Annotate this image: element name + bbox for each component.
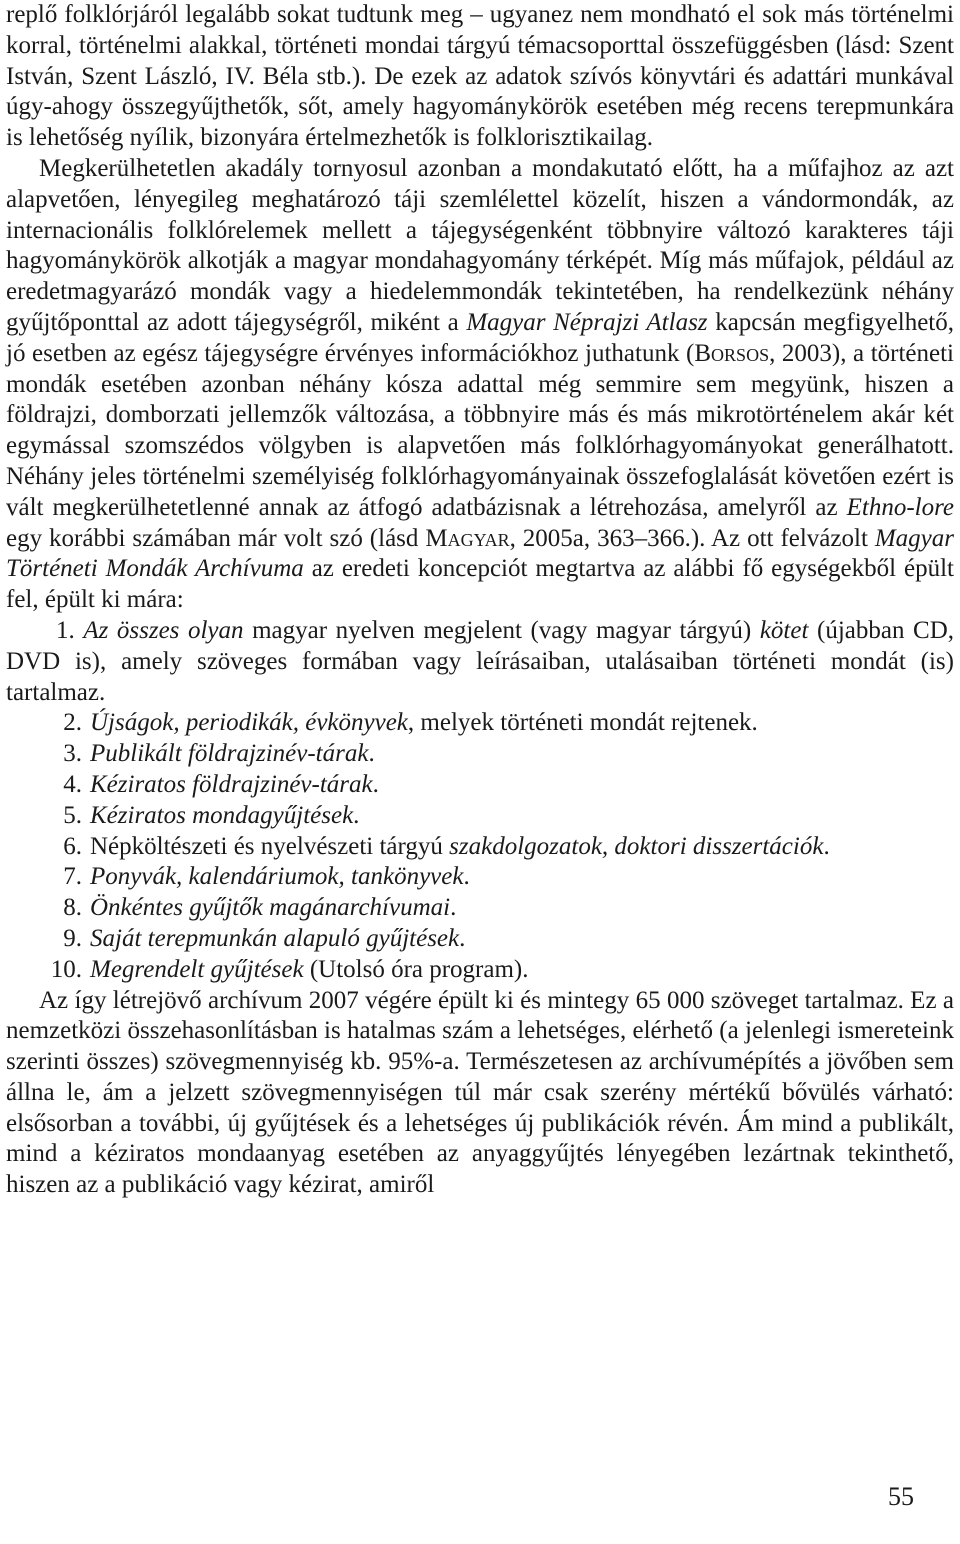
list-italic: Kéziratos földrajzinév-tárak — [90, 770, 373, 798]
list-number: 2. — [63, 709, 82, 737]
paragraph-3-text: Az így létrejövő archívum 2007 végére épült ki és mintegy 65 000 szöveget tartalmaz. Ez a nemzetközi összehasonlításban is hatalmas szám a lehetséges, elérhető (a jelenlegi ismereteink szerinti összes) szövegmennyiség kb. 95%-a. Természetesen az archívumépítés a jövőben sem állna le, ám a jelzett szövegmennyiségen túl már csak szerény mértékű bővülés várható: elsősorban a további, új gyűjtések és a lehetséges új publikációk révén. Ám mind a publikált, mind a kéziratos mondaanyag esetében az anyaggyűjtés lényegében lezártnak tekinthető, hiszen az a publikáció vagy kézirat, amiről — [6, 986, 954, 1199]
list-number: 5. — [63, 801, 82, 829]
list-number: 8. — [63, 894, 82, 922]
text-run: , 2003), a történeti mondák esetében azonban néhány kósza adattal még semmire sem megyünk, hiszen a földrajzi, domborzati jellemzők változása, a többnyire más és más mikrotörténelem akár két egymással szomszédos völgyben is alapvetően más folklórhagyományokat generálhatott. Néhány jeles történelmi személyiség folklórhagyományainak összefoglalását követően ezért is vált megkerülhetetlenné annak az átfogó adatbázisnak a létrehozása, amelyről az — [6, 339, 955, 521]
list-text: . — [450, 894, 457, 922]
author-borsos: Borsos — [694, 339, 770, 367]
list-text: (újabban CD, DVD is), amely szöveges formában vagy leírásaiban, utalásaiban történeti mondát (is) tartalmaz. — [6, 616, 955, 706]
list-number: 9. — [63, 924, 82, 952]
list-item — [6, 801, 954, 832]
paragraph-archivum — [6, 986, 954, 1202]
list-item — [6, 862, 954, 893]
list-item — [6, 739, 954, 770]
list-number: 6. — [63, 832, 82, 860]
page-number: 55 — [888, 1482, 914, 1511]
list-item — [6, 955, 954, 986]
paragraph-continuation — [6, 0, 954, 154]
list-italic: kötet — [759, 616, 809, 644]
list-number: 4. — [63, 770, 82, 798]
text-run: kapcsán megfigyelhető, jó esetben az egész tájegységre érvényes információkhoz juthatunk ( — [6, 308, 954, 367]
list-number: 3. — [63, 740, 82, 768]
list-text: magyar nyelven megjelent (vagy magyar tárgyú) — [243, 616, 760, 644]
italic-title-archivum: Magyar Történeti Mondák Archívuma — [6, 524, 954, 583]
list-italic: Az összes olyan — [83, 616, 244, 644]
list-item — [6, 893, 954, 924]
list-item — [6, 924, 954, 955]
list-italic: szakdolgozatok, doktori disszertációk — [449, 832, 824, 860]
list-number: 7. — [63, 863, 82, 891]
text-run: , 2005a, 363–366.). Az ott felvázolt — [509, 524, 875, 552]
paragraph-1-text: replő folklórjáról legalább sokat tudtunk meg – ugyanez nem mondható el sok más történelmi korral, történelmi alakkal, történeti mondai tárgyú témacsoporttal összefüggésben (lásd: Szent István, Szent László, IV. Béla stb.). De ezek az adatok szívós könyvtári és adattári munkával úgy-ahogy összegyűjthetők, sőt, amely hagyománykörök esetében még recens terepmunkára is lehetőség nyílik, bizonyára értelmezhetők is folklorisztikailag. — [6, 1, 954, 152]
text-run: egy korábbi számában már volt szó (lásd — [6, 524, 426, 552]
list-text: . — [368, 740, 375, 768]
body-text — [6, 0, 954, 1201]
list-number: 1. — [56, 616, 75, 644]
list-text: . — [372, 770, 379, 798]
list-item — [6, 770, 954, 801]
list-number: 10. — [50, 955, 82, 983]
author-magyar: Magyar — [425, 524, 510, 552]
list-italic: Saját terepmunkán alapuló gyűjtések — [90, 924, 460, 952]
list-item — [6, 832, 954, 863]
list-item — [6, 708, 954, 739]
list-text: . — [823, 832, 830, 860]
list-italic: Kéziratos mondagyűjtések — [90, 801, 354, 829]
list-italic: Ponyvák, kalendáriumok, tankönyvek — [90, 863, 464, 891]
list-text: Népköltészeti és nyelvészeti tárgyú — [90, 832, 450, 860]
list-italic: Újságok, periodikák, évkönyvek — [90, 709, 408, 737]
list-item — [6, 616, 954, 708]
text-run: Megkerülhetetlen akadály tornyosul azonban a mondakutató előtt, ha a műfajhoz az azt alapvetően, lényegileg meghatározó táji szemlélettel közelít, hiszen a vándormondák, az internacionális folklórelemek mellett a tájegységenként többnyire változó karakteres táji hagyománykörök alkotják a magyar mondahagyomány térképét. Míg más műfajok, például az eredetmagyarázó mondák vagy a hiedelemmondák tekintetében, ha rendelkezünk néhány gyűjtőponttal az adott tájegységről, miként a — [6, 154, 954, 336]
list-italic: Megrendelt gyűjtések — [90, 955, 304, 983]
italic-title-ethno-lore: Ethno-lore — [846, 493, 954, 521]
list-italic: Publikált földrajzinév-tárak — [90, 740, 369, 768]
text-run: az eredeti koncepciót megtartva az alábbi fő egységekből épült fel, épült ki mára: — [6, 555, 954, 614]
list-text: . — [463, 863, 470, 891]
italic-title-atlas: Magyar Néprajzi Atlasz — [466, 308, 708, 336]
list-text: . — [459, 924, 466, 952]
list-text: , melyek történeti mondát rejtenek. — [407, 709, 758, 737]
list-text: . — [353, 801, 360, 829]
paragraph-mondakutato — [6, 154, 954, 616]
list-italic: Önkéntes gyűjtők magánarchívumai — [90, 894, 451, 922]
list-text: (Utolsó óra program). — [303, 955, 529, 983]
